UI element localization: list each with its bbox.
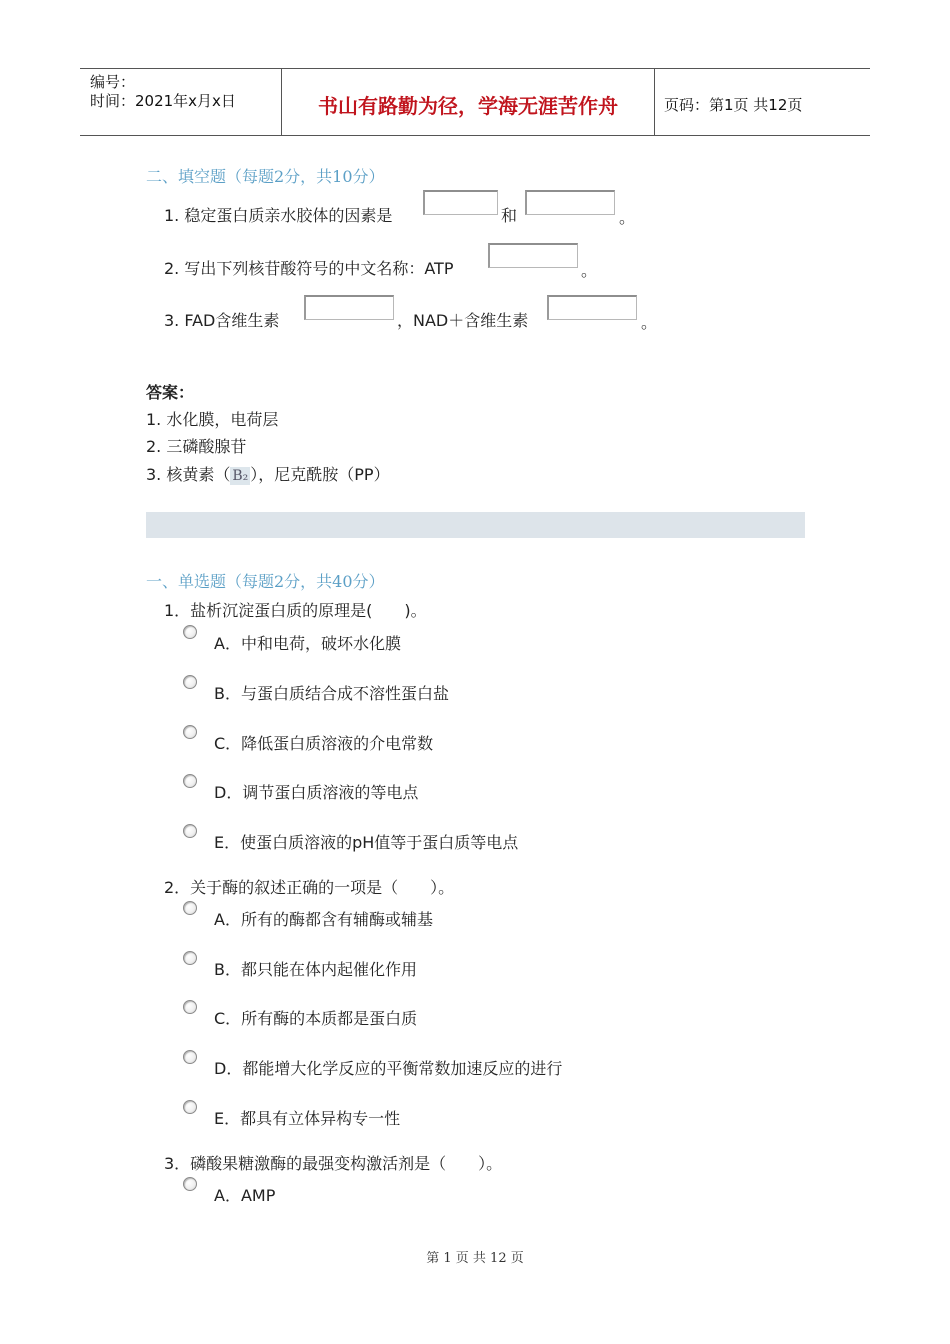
fill-question-1-blank-1[interactable] bbox=[423, 190, 498, 215]
q2-option-b-radio[interactable] bbox=[183, 951, 197, 965]
fill-question-3-text: 3. FAD含维生素 bbox=[164, 311, 280, 330]
q2-option-a-radio[interactable] bbox=[183, 901, 197, 915]
fill-question-1-end: 。 bbox=[619, 208, 636, 227]
q1-option-d-radio[interactable] bbox=[183, 774, 197, 788]
fill-question-1-and: 和 bbox=[501, 206, 518, 225]
header-page-label: 页码：第1页 共12页 bbox=[664, 96, 803, 114]
choice-question-3-stem: 3．磷酸果糖激酶的最强变构激活剂是（ ）。 bbox=[164, 1154, 503, 1173]
q1-option-a-label: A．中和电荷，破坏水化膜 bbox=[214, 634, 401, 653]
choice-question-2-stem: 2．关于酶的叙述正确的一项是（ ）。 bbox=[164, 878, 455, 897]
section-separator-band bbox=[146, 512, 805, 538]
q1-option-c-label: C．降低蛋白质溶液的介电常数 bbox=[214, 734, 434, 753]
q1-option-b-radio[interactable] bbox=[183, 675, 197, 689]
fill-question-3-blank-2[interactable] bbox=[547, 295, 637, 320]
page-footer: 第 1 页 共 12 页 bbox=[426, 1251, 524, 1266]
choice-section-title: 一、单选题（每题2分，共40分） bbox=[146, 572, 385, 591]
q1-option-e-label: E．使蛋白质溶液的pH值等于蛋白质等电点 bbox=[214, 833, 519, 852]
q2-option-b-label: B．都只能在体内起催化作用 bbox=[214, 960, 417, 979]
fill-question-3-blank-1[interactable] bbox=[304, 295, 394, 320]
answer-2: 2. 三磷酸腺苷 bbox=[146, 437, 247, 456]
vitamin-b2-badge: B₂ bbox=[232, 468, 249, 484]
q1-option-c-radio[interactable] bbox=[183, 725, 197, 739]
q1-option-b-label: B．与蛋白质结合成不溶性蛋白盐 bbox=[214, 684, 449, 703]
header-number-label: 编号： bbox=[90, 73, 136, 91]
q1-option-e-radio[interactable] bbox=[183, 824, 197, 838]
answer-3-prefix: 3. 核黄素（ bbox=[146, 465, 231, 484]
q2-option-d-label: D．都能增大化学反应的平衡常数加速反应的进行 bbox=[214, 1059, 563, 1078]
fill-question-1-text: 1. 稳定蛋白质亲水胶体的因素是 bbox=[164, 206, 393, 225]
answer-3 bbox=[146, 462, 390, 485]
header-divider-right bbox=[654, 68, 655, 136]
header-top-rule bbox=[80, 68, 870, 69]
q2-option-a-label: A．所有的酶都含有辅酶或辅基 bbox=[214, 910, 433, 929]
fill-question-3-end: 。 bbox=[641, 313, 658, 332]
q1-option-a-radio[interactable] bbox=[183, 625, 197, 639]
fill-question-2-text: 2. 写出下列核苷酸符号的中文名称：ATP bbox=[164, 259, 454, 278]
answer-1: 1. 水化膜，电荷层 bbox=[146, 410, 279, 429]
header-motto: 书山有路勤为径，学海无涯苦作舟 bbox=[318, 94, 618, 118]
q2-option-e-label: E．都具有立体异构专一性 bbox=[214, 1109, 401, 1128]
header-time-label: 时间：2021年x月x日 bbox=[90, 92, 236, 110]
choice-question-1-stem: 1．盐析沉淀蛋白质的原理是( )。 bbox=[164, 601, 427, 620]
fill-question-2-blank[interactable] bbox=[488, 243, 578, 268]
header-bottom-rule bbox=[80, 135, 870, 136]
fill-section-title: 二、填空题（每题2分，共10分） bbox=[146, 167, 385, 186]
fill-question-3-mid: ，NAD＋含维生素 bbox=[397, 311, 529, 330]
answers-label: 答案： bbox=[146, 383, 195, 402]
q3-option-a-label: A．AMP bbox=[214, 1186, 276, 1205]
q2-option-c-radio[interactable] bbox=[183, 1000, 197, 1014]
fill-question-2-end: 。 bbox=[581, 261, 598, 280]
fill-question-1-blank-2[interactable] bbox=[525, 190, 615, 215]
q2-option-d-radio[interactable] bbox=[183, 1050, 197, 1064]
q2-option-e-radio[interactable] bbox=[183, 1100, 197, 1114]
answer-3-suffix: ），尼克酰胺（PP） bbox=[250, 465, 390, 484]
q2-option-c-label: C．所有酶的本质都是蛋白质 bbox=[214, 1009, 418, 1028]
q3-option-a-radio[interactable] bbox=[183, 1177, 197, 1191]
q1-option-d-label: D．调节蛋白质溶液的等电点 bbox=[214, 783, 419, 802]
